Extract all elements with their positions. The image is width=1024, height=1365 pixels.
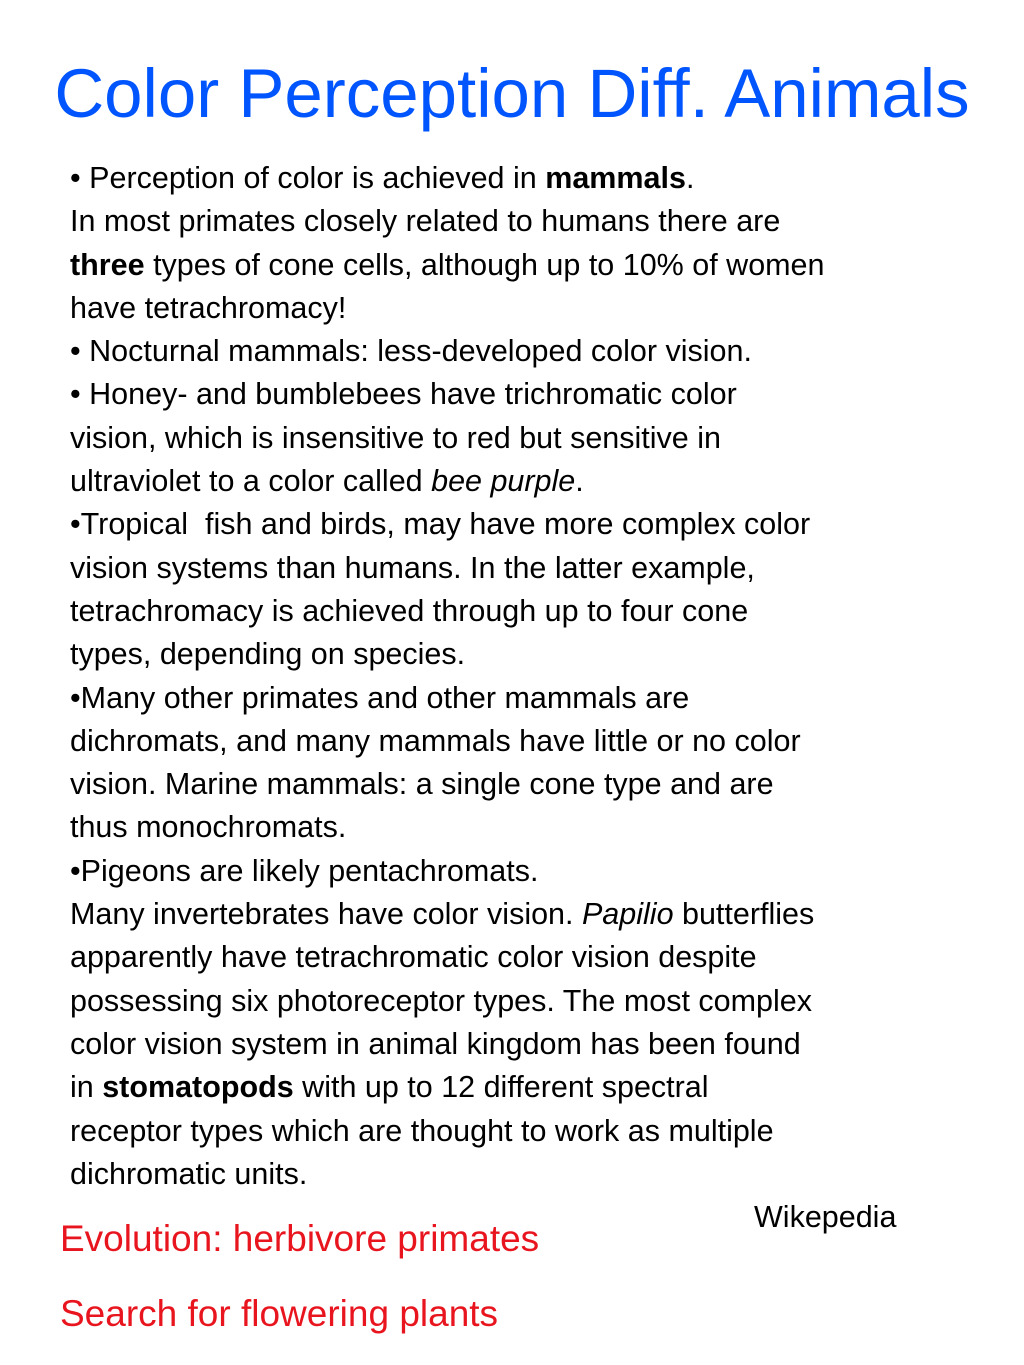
- slide-title: Color Perception Diff. Animals: [54, 55, 970, 132]
- body-line: [70, 980, 990, 1023]
- text-run: .: [575, 464, 584, 499]
- text-run: tetrachromacy is achieved through up to four cone: [70, 593, 749, 628]
- text-run: in: [70, 1070, 103, 1105]
- body-line: [70, 157, 990, 200]
- body-line: [70, 417, 990, 460]
- body-line: [70, 850, 990, 893]
- body-line: [70, 763, 990, 806]
- body-line: [70, 806, 990, 849]
- body-line: [70, 1153, 990, 1196]
- body-line: [70, 200, 990, 243]
- body-text: [70, 157, 990, 1196]
- body-line: [70, 373, 990, 416]
- body-line: [70, 633, 990, 676]
- italic-term: bee purple: [431, 464, 576, 499]
- body-line: [70, 330, 990, 373]
- text-run: vision. Marine mammals: a single cone type and are: [70, 767, 774, 802]
- bold-term: three: [70, 247, 145, 282]
- text-run: butterflies: [673, 897, 815, 932]
- body-line: [70, 1023, 990, 1066]
- text-run: types of cone cells, although up to 10% of women: [144, 247, 825, 282]
- text-run: •Tropical fish and birds, may have more complex color: [70, 507, 811, 542]
- text-run: ultraviolet to a color called: [70, 464, 432, 499]
- text-run: • Perception of color is achieved in: [70, 161, 546, 195]
- text-run: with up to 12 different spectral: [293, 1070, 709, 1105]
- flowering-plants-note: Search for flowering plants: [60, 1293, 499, 1334]
- text-run: In most primates closely related to humans there are: [70, 204, 781, 239]
- body-line: [70, 936, 990, 979]
- source-credit: Wikepedia: [754, 1200, 897, 1234]
- body-line: [70, 893, 990, 936]
- text-run: • Nocturnal mammals: less-developed color vision.: [70, 334, 752, 369]
- bold-term: mammals: [545, 161, 686, 195]
- body-line: [70, 1110, 990, 1153]
- body-line: [70, 720, 990, 763]
- text-run: •Pigeons are likely pentachromats.: [70, 853, 539, 888]
- text-run: .: [685, 161, 695, 195]
- text-run: apparently have tetrachromatic color vision despite: [70, 940, 757, 975]
- bold-term: stomatopods: [102, 1070, 294, 1105]
- text-run: dichromatic units.: [70, 1156, 308, 1191]
- evolution-note: Evolution: herbivore primates: [60, 1218, 540, 1259]
- text-run: have tetrachromacy!: [70, 290, 347, 325]
- body-line: [70, 677, 990, 720]
- text-run: •Many other primates and other mammals are: [70, 680, 690, 715]
- text-run: vision, which is insensitive to red but sensitive in: [70, 420, 721, 455]
- body-line: [70, 547, 990, 590]
- body-line: [70, 590, 990, 633]
- text-run: color vision system in animal kingdom has been found: [70, 1026, 801, 1061]
- body-line: [70, 1066, 990, 1109]
- text-run: types, depending on species.: [70, 637, 466, 672]
- body-line: [70, 244, 990, 287]
- body-line: [70, 460, 990, 503]
- italic-term: Papilio: [581, 897, 674, 932]
- body-line: [70, 503, 990, 546]
- text-run: • Honey- and bumblebees have trichromatic color: [70, 377, 737, 412]
- body-line: [70, 287, 990, 330]
- text-run: receptor types which are thought to work as multiple: [70, 1113, 774, 1148]
- text-run: Many invertebrates have color vision.: [70, 897, 582, 932]
- text-run: possessing six photoreceptor types. The most complex: [70, 983, 812, 1018]
- text-run: vision systems than humans. In the latter example,: [70, 550, 755, 585]
- text-run: dichromats, and many mammals have little or no color: [70, 723, 801, 758]
- text-run: thus monochromats.: [70, 810, 347, 845]
